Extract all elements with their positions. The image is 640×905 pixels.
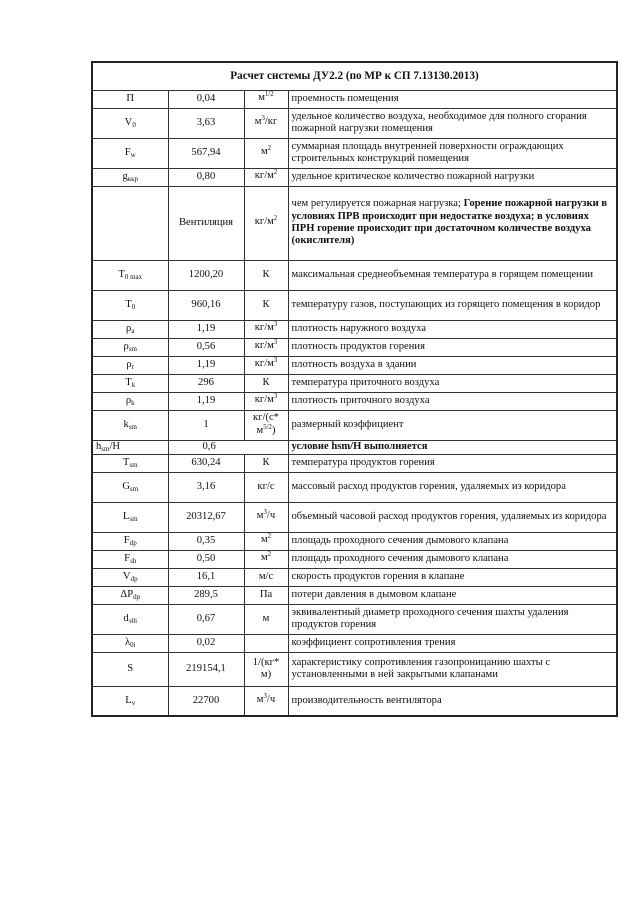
symbol-base: V [124,116,133,128]
symbol-subscript: dp [133,592,141,601]
parameter-unit [244,138,288,168]
parameter-symbol [92,374,168,392]
symbol-subscript: sm [128,344,137,353]
unit-base: м [256,510,264,522]
table-row [92,652,617,686]
description-text: плотность воздуха в здании [291,358,417,370]
parameter-unit [244,532,288,550]
parameter-value: 0,67 [168,604,244,634]
table-row [92,568,617,586]
unit-superscript: 2 [267,533,272,541]
parameter-symbol [92,586,168,604]
parameter-unit [244,90,288,108]
parameter-value: 16,1 [168,568,244,586]
parameter-description [288,532,617,550]
table-row [92,686,617,716]
unit-base: К [262,268,270,280]
parameter-unit [244,550,288,568]
symbol-base: g [122,170,128,182]
description-text: коэффициент сопротивления трения [291,636,456,648]
parameter-symbol [92,634,168,652]
unit-superscript: 3 [261,115,265,123]
unit-base: К [262,298,270,310]
symbol-subscript: dp [129,538,137,547]
parameter-value: 960,16 [168,290,244,320]
table-row [92,634,617,652]
parameter-symbol [92,568,168,586]
unit-base: кг/м [254,170,274,182]
symbol-subscript: sm [129,514,138,523]
unit-base: м [256,694,264,706]
description-text: эквивалентный диаметр проходного сечения шахты удаления продуктов горения [291,606,569,630]
unit-base: К [262,456,270,468]
parameter-description [288,338,617,356]
symbol-base: ρ [126,358,132,370]
table-row [92,290,617,320]
table-row [92,138,617,168]
parameter-description [288,686,617,716]
unit-base: м [258,92,266,104]
symbol-base: S [127,662,134,674]
parameter-unit [244,374,288,392]
parameter-value: 1,19 [168,320,244,338]
unit-superscript: 1/2 [265,91,274,99]
symbol-base: h [96,440,102,452]
parameter-symbol [92,356,168,374]
unit-base: 1/(кг* м) [252,656,280,680]
parameter-value: 567,94 [168,138,244,168]
description-text: потери давления в дымовом клапане [291,588,457,600]
parameter-unit [244,320,288,338]
description-text: объемный часовой расход продуктов горения, удаляемых из коридора [291,510,607,522]
parameter-symbol [92,90,168,108]
unit-base: кг/м [254,358,274,370]
parameter-description [288,90,617,108]
description-text: площадь проходного сечения дымового клапана [291,552,509,564]
parameter-description [288,168,617,186]
parameter-unit [244,652,288,686]
parameter-symbol [92,652,168,686]
parameter-symbol [92,502,168,532]
parameter-symbol [92,410,168,440]
parameter-description [288,502,617,532]
parameter-value: 289,5 [168,586,244,604]
parameter-description [288,550,617,568]
description-text: плотность наружного воздуха [291,322,427,334]
symbol-base: F [123,534,130,546]
symbol-base: F [124,146,131,158]
description-bold-text: Горение пожарной нагрузки в условиях ПРВ происходит при недостатке воздуха; в условиях ПРН горение происходит при достаточном количестве воздуха (окислителя) [291,198,608,247]
symbol-base: d [123,612,129,624]
parameter-value: 0,35 [168,532,244,550]
unit-base: кг/м [254,340,274,352]
description-text: температура продуктов горения [291,456,435,468]
parameter-symbol [92,320,168,338]
unit-base: кг/м [254,216,274,228]
table-row [92,186,617,260]
symbol-subscript: k [131,398,135,407]
parameter-value: 3,63 [168,108,244,138]
symbol-subscript: sm [101,444,110,453]
table-row [92,586,617,604]
symbol-base: T [118,268,125,280]
parameter-unit [244,586,288,604]
parameter-value: 1,19 [168,392,244,410]
parameter-symbol [92,454,168,472]
parameter-unit [244,356,288,374]
calculation-table [91,61,618,717]
parameter-unit [244,604,288,634]
unit-superscript: 2 [267,551,272,559]
table-row [92,168,617,186]
symbol-base: λ [124,636,131,648]
parameter-unit [244,502,288,532]
symbol-base: T [125,298,132,310]
parameter-value: 22700 [168,686,244,716]
parameter-unit [244,454,288,472]
symbol-subscript: 0 [131,302,136,311]
parameter-description [288,454,617,472]
parameter-symbol [92,186,168,260]
unit-superscript: 2 [267,145,272,153]
parameter-unit [244,686,288,716]
parameter-description [288,472,617,502]
parameter-value: 3,16 [168,472,244,502]
table-row [92,472,617,502]
description-text: чем регулируется пожарная нагрузка; [291,198,464,210]
unit-suffix: /кг [264,116,278,128]
parameter-value: 1,19 [168,356,244,374]
parameter-symbol [92,686,168,716]
unit-superscript: 5/2 [263,423,272,431]
parameter-symbol [92,168,168,186]
symbol-base: L [125,694,132,706]
parameter-description [288,356,617,374]
parameter-unit [244,108,288,138]
parameter-description [288,374,617,392]
parameter-value: 0,04 [168,90,244,108]
parameter-description [288,634,617,652]
description-text: максимальная среднеобъемная температура в горящем помещении [291,268,594,280]
parameter-value: 0,50 [168,550,244,568]
unit-suffix: /ч [266,694,276,706]
table-title-row [92,62,617,90]
description-text: проемность помещения [291,92,399,104]
unit-base: кг/м [254,322,274,334]
description-text: скорость продуктов горения в клапане [291,570,465,582]
parameter-unit [244,260,288,290]
symbol-subscript: 0 max [124,272,143,281]
parameter-description [288,568,617,586]
symbol-subscript: 0i [130,640,136,649]
parameter-unit [244,338,288,356]
table-row [92,392,617,410]
unit-superscript: 3 [263,693,267,701]
table-row [92,108,617,138]
parameter-symbol [92,472,168,502]
parameter-description [288,108,617,138]
symbol-subscript: v [131,698,136,707]
symbol-subscript: w [130,150,136,159]
description-text: плотность приточного воздуха [291,394,430,406]
table-title: Расчет системы ДУ2.2 (по МР к СП 7.13130.2013) [92,62,617,90]
symbol-subscript: 0 [132,120,136,129]
table-row [92,440,617,454]
parameter-value: 1200,20 [168,260,244,290]
description-text: производительность вентилятора [291,694,442,706]
unit-superscript: 3 [263,509,267,517]
symbol-base: V [122,570,131,582]
parameter-symbol [92,108,168,138]
parameter-description [288,186,617,260]
unit-superscript: 3 [273,339,278,347]
parameter-unit [244,410,288,440]
symbol-subscript: э0i [128,616,138,625]
parameter-symbol [92,550,168,568]
parameter-unit [244,168,288,186]
description-text: удельное количество воздуха, необходимое для полного сгорания пожарной нагрузки помещения [291,110,587,134]
parameter-value: 630,24 [168,454,244,472]
parameter-value: 0,6 [168,440,288,454]
table-row [92,604,617,634]
unit-suffix: /ч [266,510,276,522]
unit-base: Па [259,588,273,600]
parameter-unit [244,568,288,586]
parameter-description [288,604,617,634]
table-row [92,374,617,392]
symbol-subscript: ккр [127,174,139,183]
unit-base: кг/м [254,394,274,406]
description-text: размерный коэффициент [291,418,404,430]
unit-base: м [260,146,268,158]
parameter-value: 219154,1 [168,652,244,686]
symbol-subscript: sm [129,460,138,469]
parameter-description [288,260,617,290]
unit-superscript: 3 [273,321,278,329]
parameter-description [288,586,617,604]
unit-superscript: 2 [273,169,278,177]
unit-base: м/с [258,570,274,582]
unit-base: кг/с [257,480,275,492]
parameter-value: 20312,67 [168,502,244,532]
symbol-suffix: /H [109,440,121,452]
description-text: площадь проходного сечения дымового клапана [291,534,509,546]
parameter-value: 1 [168,410,244,440]
symbol-base: k [123,418,129,430]
parameter-unit [244,472,288,502]
symbol-base: G [122,480,130,492]
symbol-base: T [122,456,130,468]
symbol-base: ρ [123,340,129,352]
parameter-symbol [92,138,168,168]
table-row [92,320,617,338]
description-text: температура приточного воздуха [291,376,440,388]
symbol-base: ΔP [120,588,134,600]
parameter-description [288,392,617,410]
parameter-symbol [92,532,168,550]
table-row [92,454,617,472]
symbol-subscript: r [131,362,135,371]
symbol-subscript: sh [130,556,137,565]
parameter-description [288,652,617,686]
table-row [92,532,617,550]
unit-base: м [254,116,262,128]
symbol-base: L [122,510,130,522]
symbol-subscript: sm [129,484,139,493]
symbol-base: ρ [125,394,132,406]
table-row [92,356,617,374]
table-row [92,90,617,108]
parameter-unit [244,634,288,652]
description-text: удельное критическое количество пожарной нагрузки [291,170,535,182]
parameter-description [288,320,617,338]
parameter-value: Вентиляция [168,186,244,260]
parameter-description [288,440,617,454]
parameter-symbol [92,392,168,410]
symbol-base: ρ [126,322,132,334]
unit-base: К [262,376,270,388]
table-row [92,260,617,290]
parameter-unit [244,186,288,260]
symbol-subscript: sm [128,422,137,431]
parameter-unit [244,290,288,320]
parameter-symbol [92,338,168,356]
parameter-symbol [92,440,168,454]
parameter-symbol [92,260,168,290]
unit-base: м [260,534,268,546]
description-text: температуру газов, поступающих из горящего помещения в коридор [291,298,601,310]
parameter-symbol [92,290,168,320]
parameter-value: 0,56 [168,338,244,356]
description-text: характеристику сопротивления газопроницанию шахты с установленными в ней закрытыми клапанами [291,656,551,680]
description-text: плотность продуктов горения [291,340,425,352]
symbol-base: T [125,376,132,388]
parameter-value: 0,02 [168,634,244,652]
parameter-symbol [92,604,168,634]
symbol-base: F [124,552,131,564]
unit-suffix: ) [271,424,276,436]
symbol-base: П [126,92,135,104]
parameter-description [288,290,617,320]
table-row [92,502,617,532]
table-row [92,338,617,356]
symbol-subscript: dp [130,574,138,583]
symbol-subscript: k [131,380,136,389]
unit-superscript: 3 [273,357,278,365]
table-row [92,410,617,440]
parameter-value: 296 [168,374,244,392]
parameter-value: 0,80 [168,168,244,186]
unit-superscript: 3 [273,393,278,401]
symbol-subscript: a [131,326,135,335]
unit-superscript: 2 [273,215,278,223]
unit-base: м [260,552,268,564]
parameter-description [288,410,617,440]
description-text: суммарная площадь внутренней поверхности ограждающих строительных конструкций помещения [291,140,564,164]
description-text: условие hsm/H выполняется [291,440,428,452]
unit-base: м [262,612,270,624]
description-text: массовый расход продуктов горения, удаляемых из коридора [291,480,566,492]
unit-base: кг/(с* м [253,412,279,436]
table-row [92,550,617,568]
parameter-unit [244,392,288,410]
parameter-description [288,138,617,168]
